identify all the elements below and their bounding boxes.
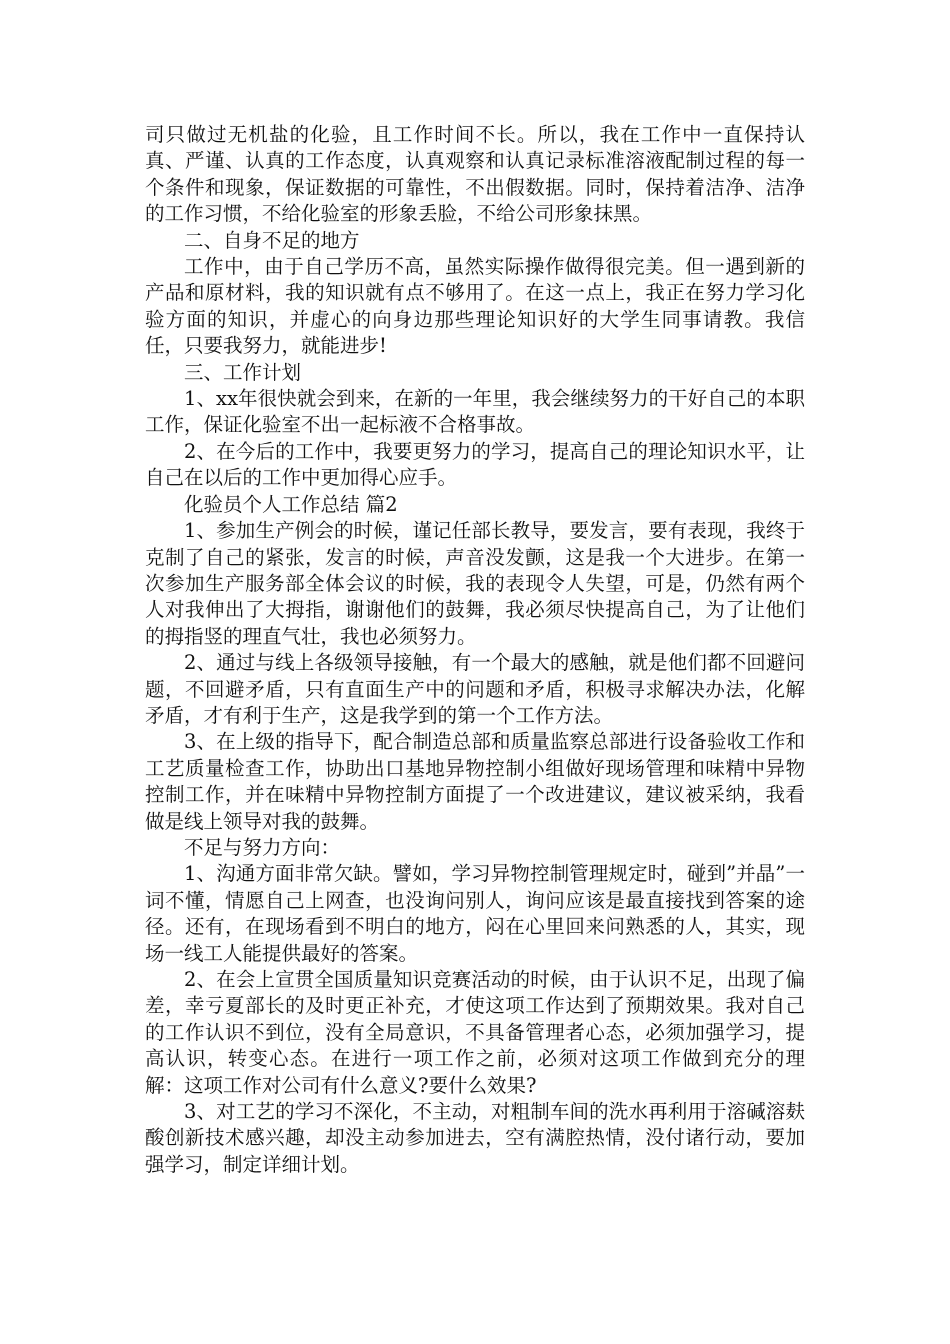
paragraph-plan-2: 2、在今后的工作中，我要更努力的学习，提高自己的理论知识水平，让自己在以后的工作中更加得心应手。 <box>145 439 805 490</box>
paragraph-shortcomings: 工作中，由于自己学历不高，虽然实际操作做得很完美。但一遇到新的产品和原材料，我的知识就有点不够用了。在这一点上，我正在努力学习化验方面的知识，并虚心的向身边那些理论知识好的大学生同事请教。我信任，只要我努力，就能进步! <box>145 255 805 358</box>
paragraph-improvement-3: 3、对工艺的学习不深化，不主动，对粗制车间的洗水再利用于溶碱溶麸酸创新技术感兴趣，却没主动参加进去，空有满腔热情，没付诸行动，要加强学习，制定详细计划。 <box>145 1100 805 1176</box>
section-heading-shortcomings: 二、自身不足的地方 <box>184 228 360 252</box>
paragraph-item-3: 3、在上级的指导下，配合制造总部和质量监察总部进行设备验收工作和工艺质量检查工作，协助出口基地异物控制小组做好现场管理和味精中异物控制工作，并在味精中异物控制方面提了一个改进建议，建议被采纳，我看做是线上领导对我的鼓舞。 <box>145 730 805 833</box>
section-heading-improvement: 不足与努力方向： <box>184 835 341 859</box>
article-heading-part-2: 化验员个人工作总结 篇2 <box>184 492 398 516</box>
document-body <box>145 122 805 1178</box>
paragraph-plan-1: 1、xx年很快就会到来，在新的一年里，我会继续努力的干好自己的本职工作，保证化验室不出一起标液不合格事故。 <box>145 387 805 437</box>
paragraph-item-1: 1、参加生产例会的时候，谨记任部长教导，要发言，要有表现，我终于克制了自己的紧张，发言的时候，声音没发颤，这是我一个大进步。在第一次参加生产服务部全体会议的时候，我的表现令人失望，可是，仍然有两个人对我伸出了大拇指，谢谢他们的鼓舞，我必须尽快提高自己，为了让他们的拇指竖的理直气壮，我也必须努力。 <box>145 519 805 648</box>
section-heading-work-plan: 三、工作计划 <box>184 360 302 384</box>
paragraph-improvement-1: 1、沟通方面非常欠缺。譬如，学习异物控制管理规定时，碰到”并晶”一词不懂，情愿自己上网查，也没询问别人，询问应该是最直接找到答案的途径。还有，在现场看到不明白的地方，闷在心里回来问熟悉的人，其实，现场一线工人能提供最好的答案。 <box>145 862 805 965</box>
paragraph-item-2: 2、通过与线上各级领导接触，有一个最大的感触，就是他们都不回避问题，不回避矛盾，只有直面生产中的问题和矛盾，积极寻求解决办法，化解矛盾，才有利于生产，这是我学到的第一个工作方法。 <box>145 651 805 727</box>
paragraph-improvement-2: 2、在会上宣贯全国质量知识竞赛活动的时候，由于认识不足，出现了偏差，幸亏夏部长的及时更正补充，才使这项工作达到了预期效果。我对自己的工作认识不到位，没有全局意识，不具备管理者心态，必须加强学习，提高认识，转变心态。在进行一项工作之前，必须对这项工作做到充分的理解：这项工作对公司有什么意义?要什么效果? <box>145 968 805 1097</box>
paragraph-continuation: 司只做过无机盐的化验，且工作时间不长。所以，我在工作中一直保持认真、严谨、认真的工作态度，认真观察和认真记录标准溶液配制过程的每一个条件和现象，保证数据的可靠性，不出假数据。同时，保持着洁净、洁净的工作习惯，不给化验室的形象丢脸，不给公司形象抹黑。 <box>145 123 805 226</box>
